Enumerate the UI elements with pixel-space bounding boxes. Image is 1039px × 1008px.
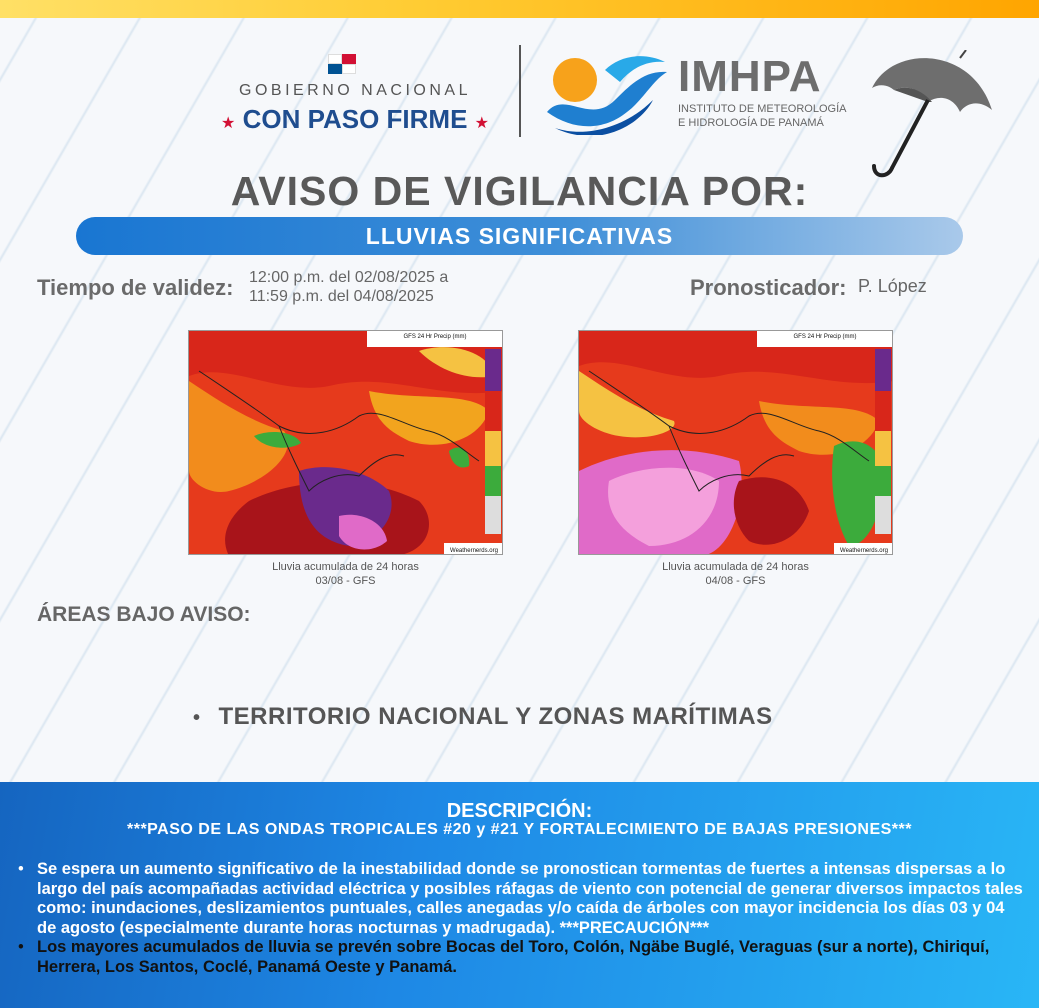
government-logo	[205, 50, 505, 140]
imhpa-mark-icon	[545, 50, 670, 135]
description-bullets	[16, 860, 1026, 977]
map-caption-line2: 04/08 - GFS	[705, 575, 766, 587]
description-bullet-2: • Los mayores acumulados de lluvia se prevén sobre Bocas del Toro, Colón, Ngäbe Buglé, Veraguas (sur a norte), Chiriquí, Herrera, Los Santos, Coclé, Panamá Oeste y Panamá.	[16, 938, 1026, 977]
areas-list-item	[193, 703, 773, 731]
forecaster-label: Pronosticador:	[690, 275, 847, 300]
star-icon: ★	[474, 115, 489, 132]
areas-item-text: TERRITORIO NACIONAL Y ZONAS MARÍTIMAS	[218, 703, 773, 730]
precip-map-1	[188, 330, 503, 555]
forecaster-name: P. López	[858, 276, 927, 296]
imhpa-subtitle-line1: INSTITUTO DE METEOROLOGÍA	[678, 103, 847, 115]
description-subtitle: ***PASO DE LAS ONDAS TROPICALES #20 y #21 Y FORTALECIMIENTO DE BAJAS PRESIONES***	[127, 821, 912, 838]
map-caption-1	[188, 560, 503, 588]
validity-start: 12:00 p.m. del 02/08/2025 a	[249, 269, 449, 286]
gov-logo-slogan: CON PASO FIRME	[242, 104, 468, 134]
map-caption-2	[578, 560, 893, 588]
top-accent-bar	[0, 0, 1039, 18]
map-caption-line1: Lluvia acumulada de 24 horas	[272, 561, 419, 573]
validity-end: 11:59 p.m. del 04/08/2025	[249, 288, 434, 305]
star-icon: ★	[220, 115, 236, 132]
gov-logo-line2	[205, 104, 505, 135]
validity-label: Tiempo de validez:	[37, 275, 234, 300]
validity-value	[249, 268, 448, 306]
map-credit: Weathernerds.org	[450, 548, 498, 554]
panama-flag-icon	[328, 54, 356, 74]
map-caption-line1: Lluvia acumulada de 24 horas	[662, 561, 809, 573]
areas-title: ÁREAS BAJO AVISO:	[37, 603, 251, 626]
map-credit: Weathernerds.org	[840, 548, 888, 554]
logo-divider	[519, 45, 521, 137]
map-header: GFS 24 Hr Precip (mm)	[403, 334, 467, 340]
precip-map-2	[578, 330, 893, 555]
bullet-icon: •	[193, 707, 201, 729]
gov-logo-line1: GOBIERNO NACIONAL	[239, 82, 471, 99]
warning-banner: LLUVIAS SIGNIFICATIVAS	[76, 217, 963, 255]
map-header: GFS 24 Hr Precip (mm)	[793, 334, 857, 340]
precip-map-image	[579, 331, 893, 555]
page-title: AVISO DE VIGILANCIA POR:	[230, 168, 809, 214]
imhpa-subtitle	[678, 102, 846, 130]
precip-map-image	[189, 331, 503, 555]
imhpa-logo	[545, 50, 855, 140]
description-title: DESCRIPCIÓN:	[446, 800, 593, 822]
imhpa-subtitle-line2: E HIDROLOGÍA DE PANAMÁ	[678, 117, 824, 129]
imhpa-name: IMHPA	[678, 52, 822, 101]
description-bullet-1: • Se espera un aumento significativo de la inestabilidad donde se pronostican tormentas de fuertes a intensas dispersas a lo largo del país acompañadas actividad eléctrica y posibles ráfagas de viento con potencial de generar diversos impactos tales como: inundaciones, deslizamientos puntuales, calles anegadas y/o caída de árboles con mayor incidencia los días 03 y 04 de agosto (especialmente durante horas nocturnas y madrugada). ***PRECAUCIÓN***	[16, 860, 1026, 938]
map-caption-line2: 03/08 - GFS	[315, 575, 376, 587]
